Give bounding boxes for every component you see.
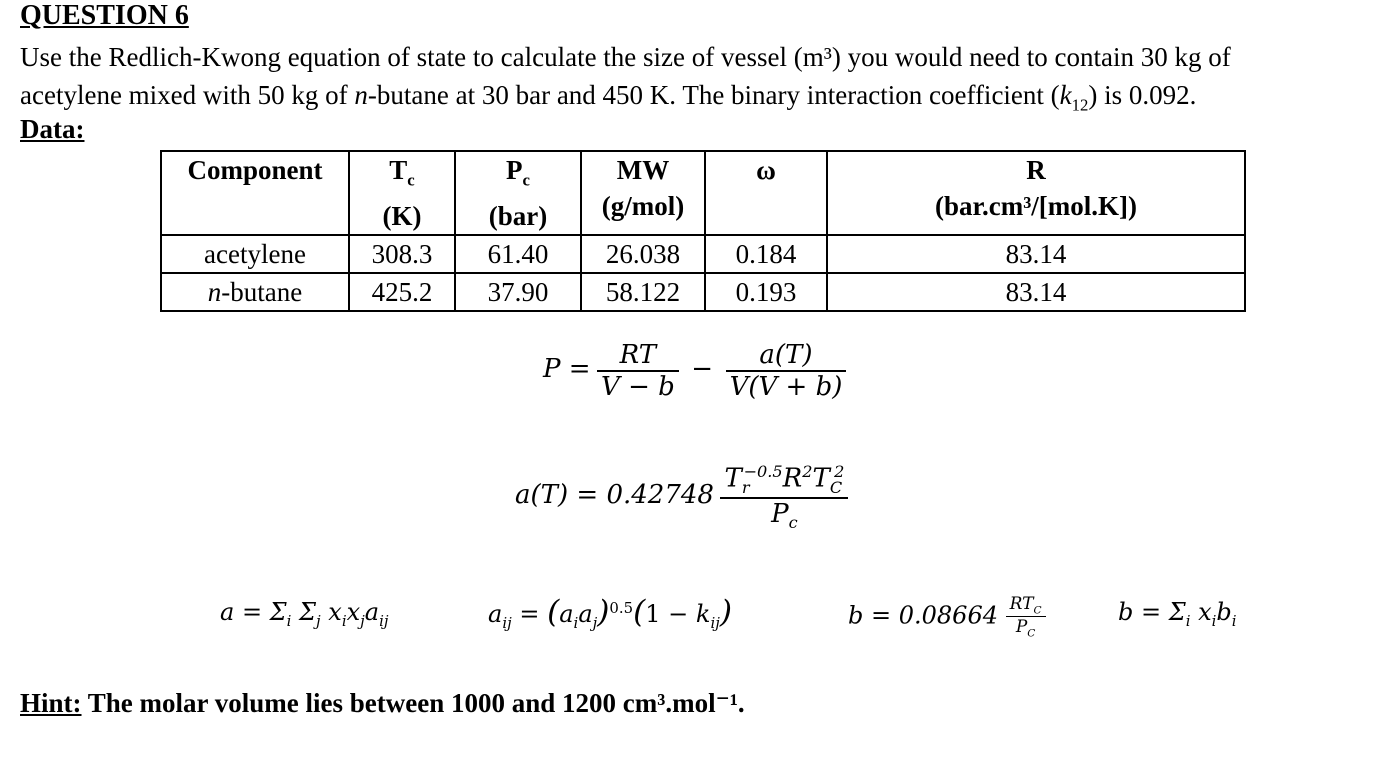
cell-component: acetylene — [161, 235, 349, 273]
k-symbol: k — [1059, 80, 1072, 110]
k-subscript: 12 — [1071, 95, 1089, 115]
header-tc: $T_c$ (K) — [349, 151, 455, 235]
hint-label: Hint: — [20, 688, 82, 718]
data-label: Data: — [20, 114, 85, 144]
b-equation: b = 0.08664 $\frac{RT_C}{P_C}$ — [848, 594, 1046, 640]
cell-omega: 0.193 — [705, 273, 827, 311]
header-mw: MW (g/mol) — [581, 151, 705, 235]
cell-mw: 26.038 — [581, 235, 705, 273]
table-row — [161, 273, 1245, 311]
header-component: Component — [161, 151, 349, 235]
cell-tc: 308.3 — [349, 235, 455, 273]
aT-fraction: $\frac{T_r^{-0.5}R^2T_C^2}{P_c}$ — [720, 462, 848, 532]
hint — [20, 688, 745, 719]
cell-tc: 425.2 — [349, 273, 455, 311]
header-omega: ω — [705, 151, 827, 235]
rk-fraction-1: $\frac{RT}{V - b}$ — [597, 340, 679, 402]
question-line-2-c: ) is 0.092. — [1088, 80, 1197, 110]
hint-text: The molar volume lies between 1000 and 1200 cm³.mol⁻¹. — [81, 688, 745, 718]
rk-lhs: P = — [543, 353, 591, 384]
data-table — [160, 150, 1246, 312]
cell-omega: 0.184 — [705, 235, 827, 273]
cell-mw: 58.122 — [581, 273, 705, 311]
aT-equation — [515, 462, 848, 532]
cell-component: n-butane — [161, 273, 349, 311]
table-row — [161, 235, 1245, 273]
header-r: R (bar.cm³/[mol.K]) — [827, 151, 1245, 235]
rk-fraction-2: $\frac{a(T)}{V(V + b)}$ — [726, 340, 847, 402]
mixing-rule-a: $a = \Sigma_i$ $\Sigma_j$ $x_ix_ja_{ij}$ — [220, 598, 389, 630]
aT-lhs: a(T) = 0.42748 — [515, 479, 714, 510]
cell-pc: 37.90 — [455, 273, 581, 311]
question-line-1: Use the Redlich-Kwong equation of state to calculate the size of vessel (m³) you would need to contain 30 kg of — [20, 42, 1231, 72]
question-line-2 — [20, 76, 1196, 124]
header-pc: $P_c$ (bar) — [455, 151, 581, 235]
table-header-row — [161, 151, 1245, 235]
rk-equation: P = $\frac{RT}{V - b}$ − $\frac{a(T)}{V(V + b)}$ — [543, 340, 846, 402]
question-line-2-b: -butane at 30 bar and 450 K. The binary interaction coefficient ( — [367, 80, 1060, 110]
b-mixing-rule: $b = \Sigma_i$ $x_ib_i$ — [1118, 598, 1237, 630]
cell-r: 83.14 — [827, 273, 1245, 311]
question-title: QUESTION 6 — [20, 0, 189, 31]
cell-r: 83.14 — [827, 235, 1245, 273]
n-prefix: n — [354, 80, 368, 110]
aij-equation: $a_{ij} = (a_ia_j)^{0.5}(1 - k_{ij})$ — [488, 594, 732, 632]
question-line-2-a: acetylene mixed with 50 kg of — [20, 80, 355, 110]
cell-pc: 61.40 — [455, 235, 581, 273]
